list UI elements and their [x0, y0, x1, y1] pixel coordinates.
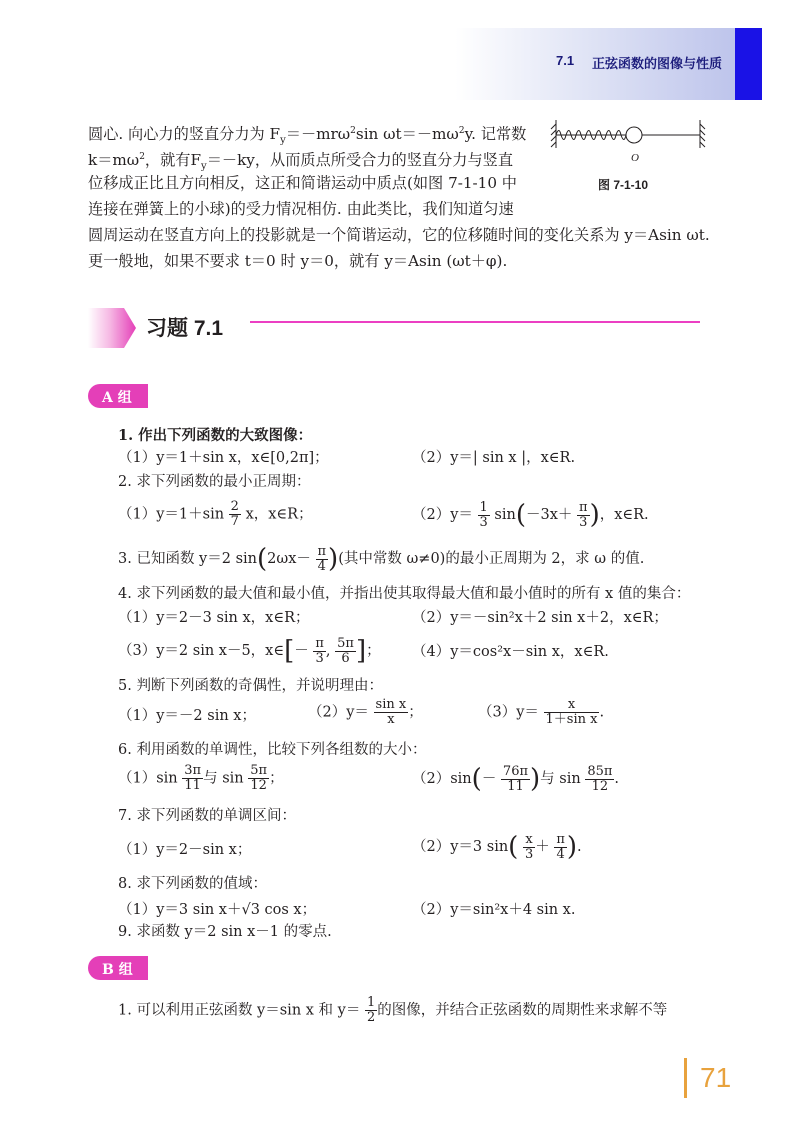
question-a2-part1: （1）y＝1＋sin $\frac{2}{7}$ x，x∈R； — [118, 499, 313, 529]
question-a4: 4. 求下列函数的最大值和最小值，并指出使其取得最大值和最小值时的所有 x 值的集合： — [118, 586, 691, 602]
intro-line-4: 连接在弹簧上的小球)的受力情况相仿. 由此类比，我们知道匀速 — [88, 200, 514, 218]
exercise-title-rule — [250, 321, 700, 323]
question-a7-part2: （2）y＝3 sin( $\frac{x}{3}$ ＋ $\frac{\pi}{4}$ ). — [412, 831, 582, 862]
question-a7: 7. 求下列函数的单调区间： — [118, 808, 296, 824]
intro-line-3: 位移成正比且方向相反，这正和简谐运动中质点(如图 7-1-10 中 — [88, 174, 517, 192]
question-a8: 8. 求下列函数的值域： — [118, 876, 267, 892]
question-a6-part2: （2）sin(－ $\frac{76\pi}{11}$ )与 sin $\frac{85\pi}{12}$ . — [412, 763, 620, 794]
question-a1: 1. 作出下列函数的大致图像： — [118, 427, 313, 444]
question-a6: 6. 利用函数的单调性，比较下列各组数的大小： — [118, 742, 427, 758]
question-a4-part4: （4）y＝cos²x－sin x，x∈R. — [412, 644, 609, 660]
question-a2: 2. 求下列函数的最小正周期： — [118, 474, 311, 490]
group-a-badge: A 组 — [88, 384, 148, 408]
question-b1: 1. 可以利用正弦函数 y＝sin x 和 y＝ $\frac{1}{2}$ 的图像，并结合正弦函数的周期性来求解不等 — [118, 995, 668, 1025]
header-section-number: 7.1 — [556, 53, 575, 68]
question-a9: 9. 求函数 y＝2 sin x－1 的零点. — [118, 924, 332, 940]
question-a4-part3: （3）y＝2 sin x－5，x∈[－ $\frac{\pi}{3}$ , $\frac{5\pi}{6}$ ]； — [118, 635, 381, 666]
page-number-bar — [684, 1058, 687, 1098]
intro-line-5: 圆周运动在竖直方向上的投影就是一个简谐运动，它的位移随时间的变化关系为 y＝Asin ωt. — [88, 226, 710, 244]
intro-line-6: 更一般地，如果不要求 t＝0 时 y＝0，就有 y＝Asin (ωt＋φ). — [88, 252, 508, 270]
question-a4-part2: （2）y＝－sin²x＋2 sin x＋2，x∈R； — [412, 610, 668, 626]
question-a5-part2: （2）y＝ $\frac{\text{sin x}}{x}$ ； — [308, 697, 423, 727]
question-a3: 3. 已知函数 y＝2 sin(2ωx－ $\frac{\pi}{4}$ )(其中常数 ω≠0)的最小正周期为 2，求 ω 的值. — [118, 543, 645, 574]
header-color-block — [735, 28, 762, 100]
question-a5: 5. 判断下列函数的奇偶性，并说明理由： — [118, 678, 383, 694]
page-number: 71 — [700, 1062, 732, 1093]
group-b-badge: B 组 — [88, 956, 148, 980]
figure-point-label: O — [631, 152, 639, 164]
question-a7-part1: （1）y＝2－sin x； — [118, 842, 252, 858]
question-a1-part2: （2）y＝| sin x |，x∈R. — [412, 450, 576, 466]
question-a2-part2: （2）y＝ $\frac{1}{3}$ sin(－3x＋ $\frac{\pi}{3}$ )，x∈R. — [412, 499, 649, 530]
question-a6-part1: （1）sin $\frac{3\pi}{11}$ 与 sin $\frac{5\pi}{12}$ ； — [118, 763, 284, 793]
intro-line-2: $k=m\omega^2$，就有$F_y=-ky$，从而质点所受合力的竖直分力与竖直 — [88, 151, 514, 173]
question-a5-part1: （1）y＝－2 sin x； — [118, 708, 256, 724]
figure-caption: 图 7-1-10 — [598, 178, 649, 192]
spring-ball-figure — [548, 118, 708, 168]
exercise-title: 习题 7.1 — [146, 317, 224, 340]
question-a8-part1: （1）y＝3 sin x＋√3 cos x； — [118, 902, 317, 918]
question-a5-part3: （3）y＝ $\frac{x}{\text{1＋sin x}}$ . — [478, 697, 605, 727]
intro-line-1: 圆心. 向心力的竖直分力为 $F_y=-mr\omega^2\sin$ $\omega t=-m\omega^2y$. 记常数 — [88, 125, 527, 147]
question-a1-part1: （1）y＝1＋sin x，x∈[0,2π]； — [118, 450, 329, 466]
question-a4-part1: （1）y＝2－3 sin x，x∈R； — [118, 610, 310, 626]
header-section-title: 正弦函数的图像与性质 — [592, 56, 723, 71]
question-a8-part2: （2）y＝sin²x＋4 sin x. — [412, 902, 576, 918]
